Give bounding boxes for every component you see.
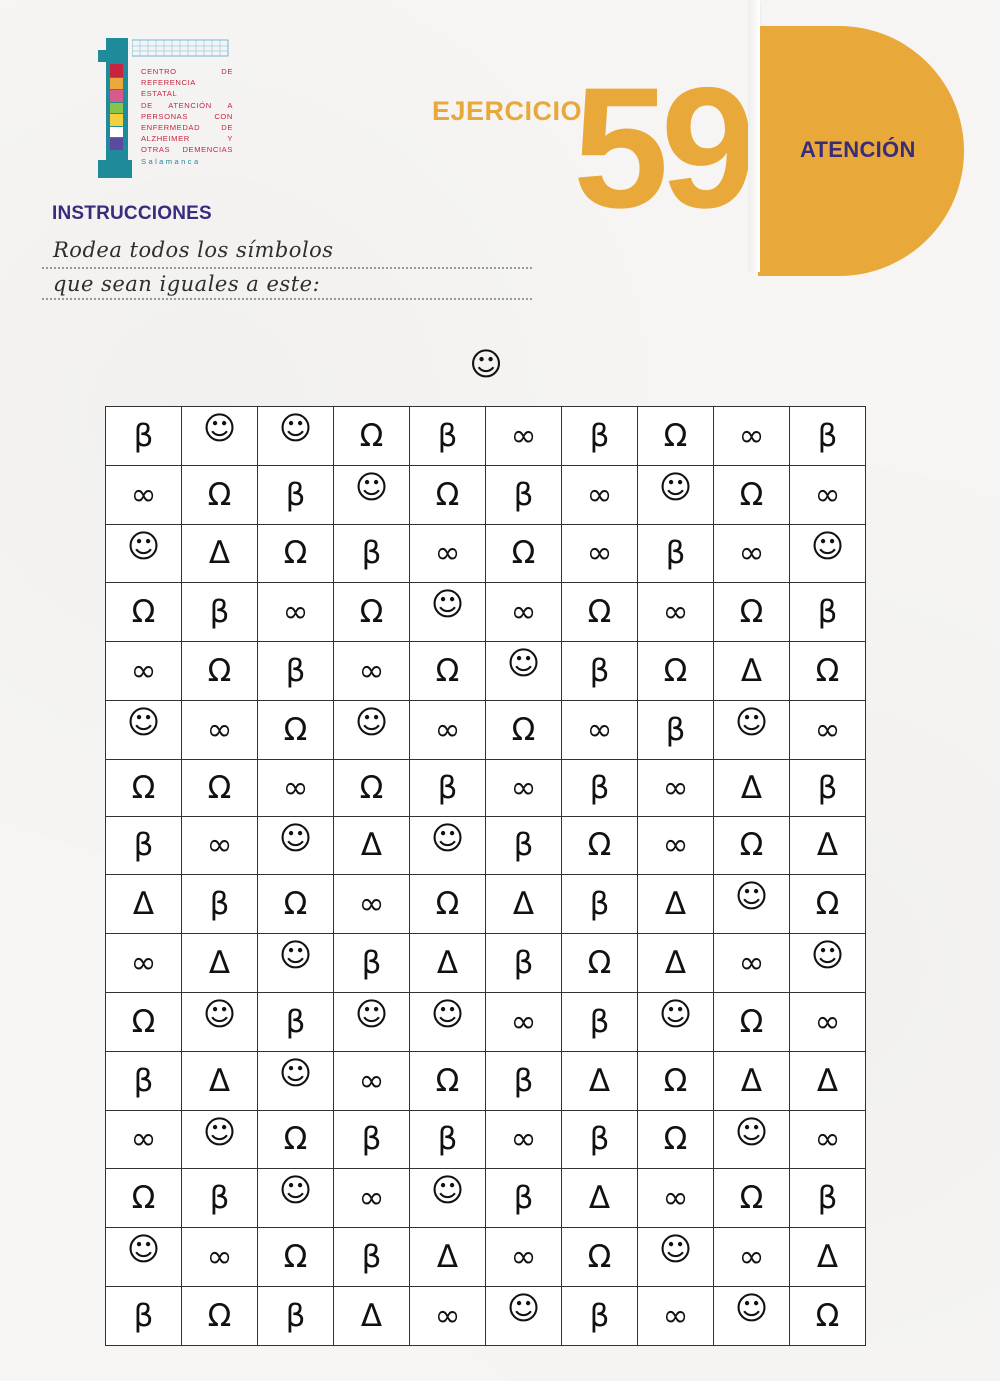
grid-cell[interactable]: Δ: [410, 1228, 486, 1287]
grid-cell[interactable]: ☺: [258, 1169, 334, 1228]
symbol-grid: [105, 406, 866, 1346]
grid-cell[interactable]: ☺: [258, 934, 334, 993]
grid-cell[interactable]: Ω: [562, 583, 638, 642]
grid-cell[interactable]: ☺: [258, 1051, 334, 1110]
instructions-title: INSTRUCCIONES: [52, 203, 212, 224]
grid-cell[interactable]: Δ: [562, 1051, 638, 1110]
grid-cell[interactable]: ∞: [486, 583, 562, 642]
grid-cell[interactable]: β: [258, 1286, 334, 1345]
grid-cell[interactable]: ∞: [182, 816, 258, 875]
grid-cell[interactable]: ∞: [486, 992, 562, 1051]
grid-cell[interactable]: Ω: [106, 583, 182, 642]
grid-cell[interactable]: Ω: [790, 1286, 866, 1345]
grid-cell[interactable]: Ω: [714, 583, 790, 642]
grid-cell[interactable]: β: [410, 1110, 486, 1169]
grid-cell[interactable]: Δ: [486, 875, 562, 934]
grid-cell[interactable]: β: [334, 1228, 410, 1287]
grid-cell[interactable]: β: [562, 875, 638, 934]
grid-row: [106, 1051, 866, 1110]
grid-cell[interactable]: ☺: [638, 992, 714, 1051]
grid-cell[interactable]: Ω: [182, 465, 258, 524]
grid-cell[interactable]: Ω: [106, 759, 182, 816]
exercise-number: 59: [573, 52, 749, 244]
grid-cell[interactable]: ☺: [790, 524, 866, 583]
grid-cell[interactable]: β: [486, 934, 562, 993]
grid-cell[interactable]: ☺: [486, 642, 562, 701]
grid-cell[interactable]: Δ: [790, 1051, 866, 1110]
grid-cell[interactable]: ☺: [258, 816, 334, 875]
grid-cell[interactable]: ☺: [638, 465, 714, 524]
grid-cell[interactable]: β: [790, 583, 866, 642]
grid-cell[interactable]: ∞: [562, 465, 638, 524]
logo-text: [141, 66, 233, 167]
grid-cell[interactable]: β: [182, 875, 258, 934]
grid-row: [106, 524, 866, 583]
building-outline-icon: [132, 38, 232, 58]
grid-cell[interactable]: β: [790, 407, 866, 466]
grid-cell[interactable]: β: [486, 1051, 562, 1110]
grid-cell[interactable]: ∞: [410, 700, 486, 759]
grid-cell[interactable]: Δ: [638, 875, 714, 934]
grid-row: [106, 1286, 866, 1345]
grid-cell[interactable]: β: [562, 759, 638, 816]
grid-row: [106, 875, 866, 934]
grid-cell[interactable]: ☺: [486, 1286, 562, 1345]
logo-line: ENFERMEDAD DE: [141, 123, 233, 133]
instructions-line-2: que sean iguales a este:: [53, 272, 321, 296]
grid-cell[interactable]: ∞: [486, 1228, 562, 1287]
grid-row: [106, 583, 866, 642]
grid-cell[interactable]: β: [410, 759, 486, 816]
grid-row: [106, 407, 866, 466]
grid-cell[interactable]: ∞: [790, 1110, 866, 1169]
grid-cell[interactable]: ☺: [790, 934, 866, 993]
grid-cell[interactable]: Ω: [106, 992, 182, 1051]
grid-cell[interactable]: Ω: [562, 934, 638, 993]
grid-row: [106, 1110, 866, 1169]
grid-cell[interactable]: ∞: [562, 524, 638, 583]
grid-cell[interactable]: Ω: [258, 875, 334, 934]
grid-cell[interactable]: ∞: [638, 583, 714, 642]
grid-row: [106, 1228, 866, 1287]
grid-cell[interactable]: ∞: [638, 816, 714, 875]
grid-cell[interactable]: β: [258, 465, 334, 524]
grid-cell[interactable]: ∞: [486, 759, 562, 816]
grid-cell[interactable]: ☺: [410, 583, 486, 642]
grid-cell[interactable]: ∞: [486, 407, 562, 466]
grid-cell[interactable]: Δ: [790, 816, 866, 875]
grid-cell[interactable]: β: [258, 992, 334, 1051]
grid-cell[interactable]: β: [486, 816, 562, 875]
grid-cell[interactable]: Δ: [638, 934, 714, 993]
grid-cell[interactable]: ∞: [182, 700, 258, 759]
grid-cell[interactable]: Ω: [334, 583, 410, 642]
grid-cell[interactable]: β: [334, 934, 410, 993]
grid-cell[interactable]: ∞: [334, 1051, 410, 1110]
grid-cell[interactable]: Ω: [790, 642, 866, 701]
grid-cell[interactable]: β: [562, 1286, 638, 1345]
grid-cell[interactable]: Ω: [714, 816, 790, 875]
grid-cell[interactable]: β: [258, 642, 334, 701]
grid-cell[interactable]: ☺: [714, 1110, 790, 1169]
grid-cell[interactable]: β: [106, 1286, 182, 1345]
grid-row: [106, 934, 866, 993]
grid-cell[interactable]: ∞: [562, 700, 638, 759]
grid-cell[interactable]: ∞: [334, 875, 410, 934]
grid-cell[interactable]: Ω: [182, 759, 258, 816]
grid-cell[interactable]: Ω: [258, 524, 334, 583]
grid-row: [106, 465, 866, 524]
grid-cell[interactable]: β: [106, 1051, 182, 1110]
grid-cell[interactable]: Ω: [410, 1051, 486, 1110]
grid-cell[interactable]: ∞: [106, 465, 182, 524]
grid-cell[interactable]: β: [182, 583, 258, 642]
grid-cell[interactable]: β: [790, 1169, 866, 1228]
logo-line: OTRAS DEMENCIAS: [141, 145, 233, 155]
grid-cell[interactable]: Ω: [562, 1228, 638, 1287]
grid-cell[interactable]: ☺: [182, 992, 258, 1051]
grid-cell[interactable]: Ω: [790, 875, 866, 934]
grid-cell[interactable]: ∞: [486, 1110, 562, 1169]
grid-cell[interactable]: β: [334, 1110, 410, 1169]
grid-cell[interactable]: Ω: [258, 1228, 334, 1287]
grid-cell[interactable]: ☺: [410, 1169, 486, 1228]
grid-row: [106, 992, 866, 1051]
grid-cell[interactable]: Ω: [562, 816, 638, 875]
target-symbol: ☺: [469, 345, 503, 383]
grid-cell[interactable]: ∞: [182, 1228, 258, 1287]
grid-cell[interactable]: ☺: [714, 700, 790, 759]
grid-cell[interactable]: ∞: [638, 1286, 714, 1345]
grid-cell[interactable]: ☺: [106, 1228, 182, 1287]
grid-cell[interactable]: ∞: [714, 524, 790, 583]
grid-cell[interactable]: ∞: [714, 407, 790, 466]
grid-row: [106, 642, 866, 701]
grid-cell[interactable]: ☺: [182, 1110, 258, 1169]
paper-fold: [748, 0, 760, 272]
grid-cell[interactable]: β: [486, 1169, 562, 1228]
grid-cell[interactable]: ☺: [334, 700, 410, 759]
grid-cell[interactable]: β: [562, 992, 638, 1051]
grid-cell[interactable]: Ω: [410, 465, 486, 524]
grid-cell[interactable]: Δ: [410, 934, 486, 993]
grid-cell[interactable]: Δ: [562, 1169, 638, 1228]
grid-cell[interactable]: β: [562, 407, 638, 466]
grid-cell[interactable]: ☺: [714, 875, 790, 934]
grid-cell[interactable]: ☺: [334, 992, 410, 1051]
grid-cell[interactable]: Δ: [334, 816, 410, 875]
grid-cell[interactable]: Ω: [486, 700, 562, 759]
grid-cell[interactable]: ∞: [334, 1169, 410, 1228]
grid-cell[interactable]: Ω: [638, 1110, 714, 1169]
grid-cell[interactable]: Δ: [714, 642, 790, 701]
grid-cell[interactable]: ∞: [638, 759, 714, 816]
crea-logo: [98, 38, 233, 183]
grid-cell[interactable]: β: [562, 642, 638, 701]
grid-cell[interactable]: ☺: [410, 816, 486, 875]
grid-cell[interactable]: β: [562, 1110, 638, 1169]
grid-cell[interactable]: Ω: [638, 642, 714, 701]
grid-cell[interactable]: ∞: [714, 1228, 790, 1287]
grid-cell[interactable]: ∞: [258, 759, 334, 816]
grid-cell[interactable]: β: [334, 524, 410, 583]
grid-row: [106, 1169, 866, 1228]
grid-cell[interactable]: Ω: [410, 875, 486, 934]
dotted-rule: [42, 267, 532, 269]
grid-cell[interactable]: Δ: [182, 524, 258, 583]
grid-cell[interactable]: ☺: [714, 1286, 790, 1345]
grid-cell[interactable]: Δ: [790, 1228, 866, 1287]
grid-cell[interactable]: Δ: [714, 1051, 790, 1110]
grid-cell[interactable]: ∞: [410, 1286, 486, 1345]
instructions-line-1: Rodea todos los símbolos: [53, 238, 334, 262]
category-label: ATENCIÓN: [800, 137, 916, 162]
exercise-label: EJERCICIO: [432, 96, 583, 126]
grid-row: [106, 759, 866, 816]
grid-cell[interactable]: Ω: [410, 642, 486, 701]
grid-cell[interactable]: Ω: [182, 642, 258, 701]
grid-cell[interactable]: ∞: [790, 465, 866, 524]
grid-cell[interactable]: Ω: [638, 1051, 714, 1110]
grid-cell[interactable]: ☺: [258, 407, 334, 466]
logo-line: REFERENCIA ESTATAL: [141, 78, 196, 99]
grid-cell[interactable]: Ω: [106, 1169, 182, 1228]
grid-cell[interactable]: ∞: [258, 583, 334, 642]
grid-cell[interactable]: ∞: [638, 1169, 714, 1228]
logo-line: ALZHEIMER Y: [141, 134, 233, 144]
grid-cell[interactable]: ∞: [106, 1110, 182, 1169]
grid-cell[interactable]: Δ: [714, 759, 790, 816]
grid-cell[interactable]: ∞: [790, 700, 866, 759]
grid-cell[interactable]: β: [638, 524, 714, 583]
grid-row: [106, 816, 866, 875]
grid-cell[interactable]: ☺: [106, 700, 182, 759]
grid-cell[interactable]: β: [410, 407, 486, 466]
grid-cell[interactable]: β: [638, 700, 714, 759]
grid-cell[interactable]: Ω: [182, 1286, 258, 1345]
grid-cell[interactable]: ☺: [410, 992, 486, 1051]
grid-cell[interactable]: Ω: [258, 700, 334, 759]
grid-cell[interactable]: β: [790, 759, 866, 816]
grid-cell[interactable]: ∞: [410, 524, 486, 583]
grid-cell[interactable]: Ω: [334, 759, 410, 816]
grid-cell[interactable]: ∞: [790, 992, 866, 1051]
grid-cell[interactable]: β: [106, 816, 182, 875]
dotted-rule: [42, 298, 532, 300]
grid-cell[interactable]: Ω: [258, 1110, 334, 1169]
pillar-logo-icon: [98, 38, 132, 178]
grid-cell[interactable]: Δ: [106, 875, 182, 934]
logo-line: CENTRO DE: [141, 67, 233, 76]
grid-cell[interactable]: ☺: [638, 1228, 714, 1287]
grid-cell[interactable]: Δ: [182, 1051, 258, 1110]
grid-cell[interactable]: Δ: [334, 1286, 410, 1345]
grid-cell[interactable]: β: [106, 407, 182, 466]
grid-cell[interactable]: Ω: [714, 992, 790, 1051]
grid-cell[interactable]: Ω: [714, 465, 790, 524]
grid-cell[interactable]: ∞: [334, 642, 410, 701]
logo-line: DE ATENCIÓN A: [141, 100, 233, 110]
grid-cell[interactable]: β: [182, 1169, 258, 1228]
grid-cell[interactable]: ∞: [714, 934, 790, 993]
grid-cell[interactable]: Ω: [638, 407, 714, 466]
grid-cell[interactable]: β: [486, 465, 562, 524]
logo-city: Salamanca: [141, 156, 201, 166]
grid-cell[interactable]: ∞: [106, 642, 182, 701]
grid-cell[interactable]: ☺: [182, 407, 258, 466]
grid-cell[interactable]: ☺: [106, 524, 182, 583]
grid-cell[interactable]: Ω: [714, 1169, 790, 1228]
grid-cell[interactable]: Δ: [182, 934, 258, 993]
grid-cell[interactable]: ∞: [106, 934, 182, 993]
grid-cell[interactable]: Ω: [334, 407, 410, 466]
grid-row: [106, 700, 866, 759]
grid-cell[interactable]: ☺: [334, 465, 410, 524]
logo-line: PERSONAS CON: [141, 111, 233, 121]
grid-cell[interactable]: Ω: [486, 524, 562, 583]
